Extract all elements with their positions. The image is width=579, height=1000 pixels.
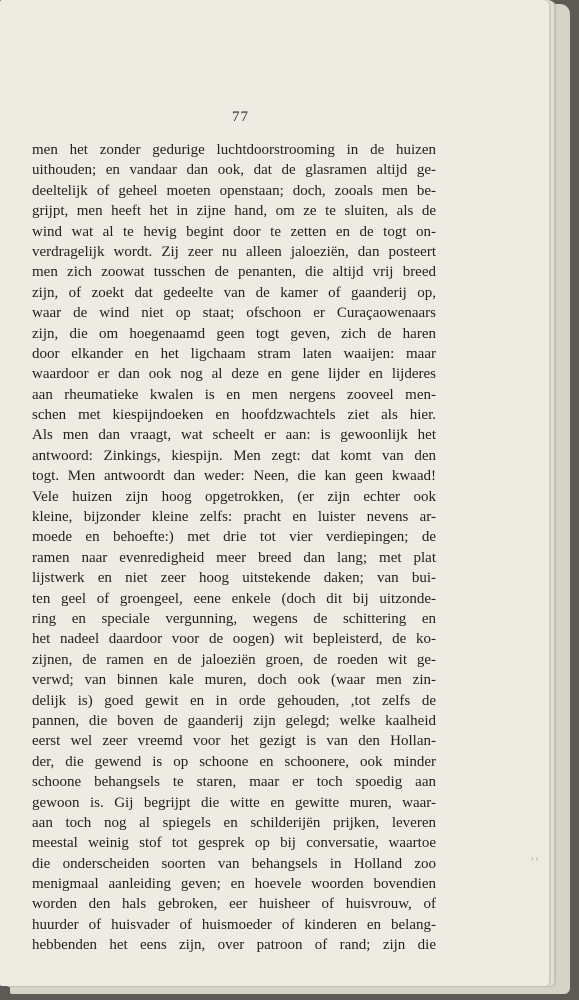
text-line: delijk is) goed gewit en in orde gehouden, ,tot zelfs de (32, 692, 436, 709)
text-line: deeltelijk of geheel moeten openstaan; doch, zooals men be- (32, 182, 436, 199)
text-line: schoone behangsels te staren, maar er toch spoedig aan (32, 774, 436, 791)
text-line: uithouden; en vandaar dan ook, dat de glasramen altijd ge- (32, 162, 436, 179)
text-line: aan rheumatieke kwalen is en men nergens zooveel men- (32, 386, 436, 403)
text-line: door elkander en het ligchaam stram laten waaijen: maar (32, 345, 436, 362)
text-line: der, die gewend is op schoone en schoonere, ook minder (32, 753, 436, 770)
text-line: waardoor er dan ook nog al deze en gene lijder en lijderes (32, 366, 436, 383)
text-line: zijn, die om hoegenaamd geen togt geven, zich de haren (32, 325, 436, 342)
text-line: menigmaal aanleiding geven; en hoevele woorden bovendien (32, 876, 436, 893)
text-line: verwd; van binnen kale muren, doch ook (waar men zin- (32, 672, 436, 689)
text-line: ten geel of groengeel, eene enkele (doch dit bij uitzonde- (32, 590, 436, 607)
text-line: zijnen, de ramen en de jaloeziën groen, de roeden wit ge- (32, 651, 436, 668)
text-line: Als men dan vraagt, wat scheelt er aan: is gewoonlijk het (32, 427, 436, 444)
margin-mark: › › (531, 854, 539, 863)
text-line: ramen naar evenredigheid meer breed dan lang; met plat (32, 549, 436, 566)
text-line: aan toch nog al spiegels en schilderijën prijken, leveren (32, 814, 436, 831)
body-text (32, 140, 436, 956)
text-line: schen met kiespijndoeken en hoofdzwachtels ziet als hier. (32, 407, 436, 424)
text-line: moede en behoefte:) met drie tot vier verdiepingen; de (32, 529, 436, 546)
text-line: kleine, bijzonder kleine zelfs: pracht en luister nevens ar- (32, 509, 436, 526)
text-line: worden den hals gebroken, eer huisheer of huisvrouw, of (32, 896, 436, 913)
text-line: lijstwerk en niet zeer hoog uitstekende daken; van bui- (32, 570, 436, 587)
text-line: pannen, die boven de gaanderij zijn gelegd; welke kaalheid (32, 712, 436, 729)
text-line: ring en speciale vergunning, wegens de schittering en (32, 610, 436, 627)
text-line: togt. Men antwoordt dan weder: Neen, die kan geen kwaad! (32, 468, 436, 485)
text-line: men het zonder gedurige luchtdoorstrooming in de huizen (32, 142, 436, 158)
text-line: gewoon is. Gij begrijpt die witte en gewitte muren, waar- (32, 794, 436, 811)
text-line: grijpt, men heeft het in zijne hand, om ze te sluiten, als de (32, 203, 436, 220)
text-line: men zich zoowat tusschen de penanten, die altijd vrij breed (32, 264, 436, 281)
text-line: wind wat al te hevig begint door te zetten en de togt on- (32, 223, 436, 240)
text-line: meestal weinig stof tot gesprek op bij conversatie, waartoe (32, 835, 436, 852)
text-line: die onderscheiden soorten van behangsels in Holland zoo (32, 855, 436, 872)
text-line: eerst wel zeer vreemd voor het gezigt is van den Hollan- (32, 733, 436, 750)
text-line: Vele huizen zijn hoog opgetrokken, (er zijn echter ook (32, 488, 436, 505)
text-line: zijn, of zoekt dat gedeelte van de kamer of gaanderij op, (32, 284, 436, 301)
text-line: hebbenden het eens zijn, over patroon of rand; zijn die (32, 937, 436, 954)
text-line: huurder of huisvader of huismoeder of kinderen en belang- (32, 916, 436, 933)
text-line: waar de wind niet op staat; ofschoon er Curaçaowenaars (32, 305, 436, 322)
page-number: 77 (232, 109, 249, 125)
text-line: antwoord: Zinkings, kiespijn. Men zegt: dat komt van den (32, 447, 436, 464)
text-line: verdragelijk wordt. Zij zeer nu alleen jaloeziën, dan posteert (32, 243, 436, 260)
text-line: het nadeel daardoor voor de oogen) wit bepleisterd, de ko- (32, 631, 436, 648)
